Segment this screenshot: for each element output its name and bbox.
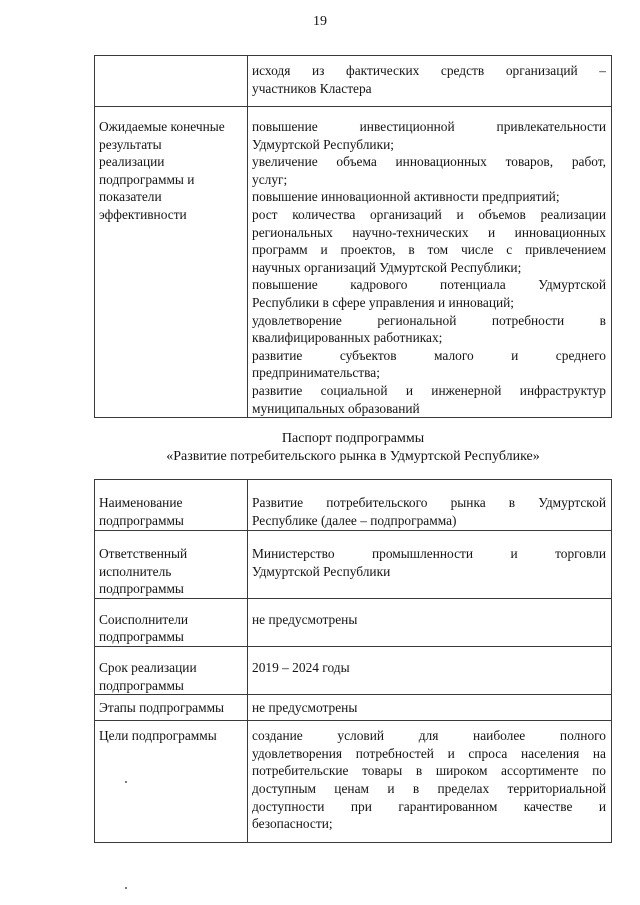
text-line: предпринимательства; — [252, 365, 380, 381]
row-content — [248, 598, 612, 646]
scan-speck — [125, 781, 127, 783]
table-row — [95, 480, 612, 531]
text-line: Республике (далее – подпрограмма) — [252, 512, 457, 528]
row-label — [95, 695, 248, 721]
passport-table — [94, 479, 612, 843]
table-row — [95, 646, 612, 694]
label-line: результаты — [99, 136, 162, 152]
table-row — [95, 695, 612, 721]
results-table — [94, 55, 612, 418]
text-line: потребительские товары в широком ассортименте по — [252, 763, 606, 779]
row-label — [95, 646, 248, 694]
passport-title-line: Паспорт подпрограммы — [281, 431, 425, 446]
scan-speck — [125, 887, 127, 889]
row-label — [95, 107, 248, 418]
row-content — [248, 646, 612, 694]
passport-subtitle-line: «Развитие потребительского рынка в Удмуртской Республике» — [166, 449, 540, 464]
label-line: Срок реализации — [99, 659, 197, 675]
text-line: увеличение объема инновационных товаров, работ, — [252, 154, 606, 170]
table-row — [95, 56, 612, 107]
label-line: подпрограммы — [99, 581, 184, 597]
label-line: реализации — [99, 154, 165, 170]
text-line: Развитие потребительского рынка в Удмуртской — [252, 495, 606, 510]
text-line: участников Кластера — [252, 80, 372, 96]
text-line: удовлетворения потребностей и спроса населения на — [252, 745, 606, 761]
row-content — [248, 107, 612, 418]
text-line: повышение инвестиционной привлекательности — [252, 119, 606, 134]
text-line: не предусмотрены — [252, 700, 358, 716]
text-line: 2019 – 2024 годы — [252, 659, 350, 675]
table-row — [95, 598, 612, 646]
text-line: доступности при гарантированном качестве и — [252, 798, 606, 814]
row-content — [248, 721, 612, 843]
text-line: повышение инновационной активности предприятий; — [252, 189, 560, 205]
label-line: подпрограммы — [99, 512, 184, 528]
text-line: Республики в сфере управления и инноваций; — [252, 294, 515, 310]
text-line: рост количества организаций и объемов реализации — [252, 206, 606, 222]
label-line: Ожидаемые конечные — [99, 119, 225, 134]
text-line: создание условий для наиболее полного — [252, 728, 606, 744]
row-content — [248, 695, 612, 721]
row-label — [95, 480, 248, 531]
text-line: развитие социальной и инженерной инфраструктур — [252, 382, 606, 398]
label-line: Этапы подпрограммы — [99, 700, 225, 716]
table-row — [95, 107, 612, 418]
table-row — [95, 531, 612, 599]
text-line: Министерство промышленности и торговли — [252, 546, 606, 561]
label-line: Наименование — [99, 495, 183, 510]
label-line: эффективности — [99, 206, 187, 222]
text-line: исходя из фактических средств организаций – — [252, 63, 606, 78]
text-line: безопасности; — [252, 816, 333, 832]
label-line: Соисполнители — [99, 611, 189, 627]
text-line: повышение кадрового потенциала Удмуртской — [252, 277, 606, 293]
text-line: Удмуртской Республики; — [252, 136, 394, 152]
text-line: муниципальных образований — [252, 400, 420, 416]
text-line: развитие субъектов малого и среднего — [252, 347, 606, 363]
row-label — [95, 598, 248, 646]
page-number: 19 — [313, 14, 327, 29]
row-label — [95, 56, 248, 107]
label-line: подпрограммы — [99, 677, 184, 693]
label-line: показатели — [99, 189, 162, 205]
row-label — [95, 721, 248, 843]
text-line: услуг; — [252, 171, 288, 187]
label-line: подпрограммы — [99, 629, 184, 645]
text-line: не предусмотрены — [252, 611, 358, 627]
text-line: доступным ценам и в пределах территориальной — [252, 780, 606, 796]
row-content — [248, 531, 612, 599]
row-content — [248, 480, 612, 531]
label-line: подпрограммы и — [99, 171, 195, 187]
label-line: Ответственный — [99, 546, 188, 561]
label-line: Цели подпрограммы — [99, 728, 217, 744]
table-row — [95, 721, 612, 843]
row-content — [248, 56, 612, 107]
text-line: квалифицированных работниках; — [252, 330, 443, 346]
text-line: программ и проектов, в том числе с привлечением — [252, 242, 606, 258]
text-line: Удмуртской Республики — [252, 563, 391, 579]
label-line: исполнитель — [99, 563, 172, 579]
passport-title — [94, 430, 612, 466]
text-line: удовлетворение региональной потребности в — [252, 312, 606, 328]
text-line: научных организаций Удмуртской Республики; — [252, 259, 522, 275]
row-label — [95, 531, 248, 599]
text-line: региональных научно-технических и инновационных — [252, 224, 606, 240]
